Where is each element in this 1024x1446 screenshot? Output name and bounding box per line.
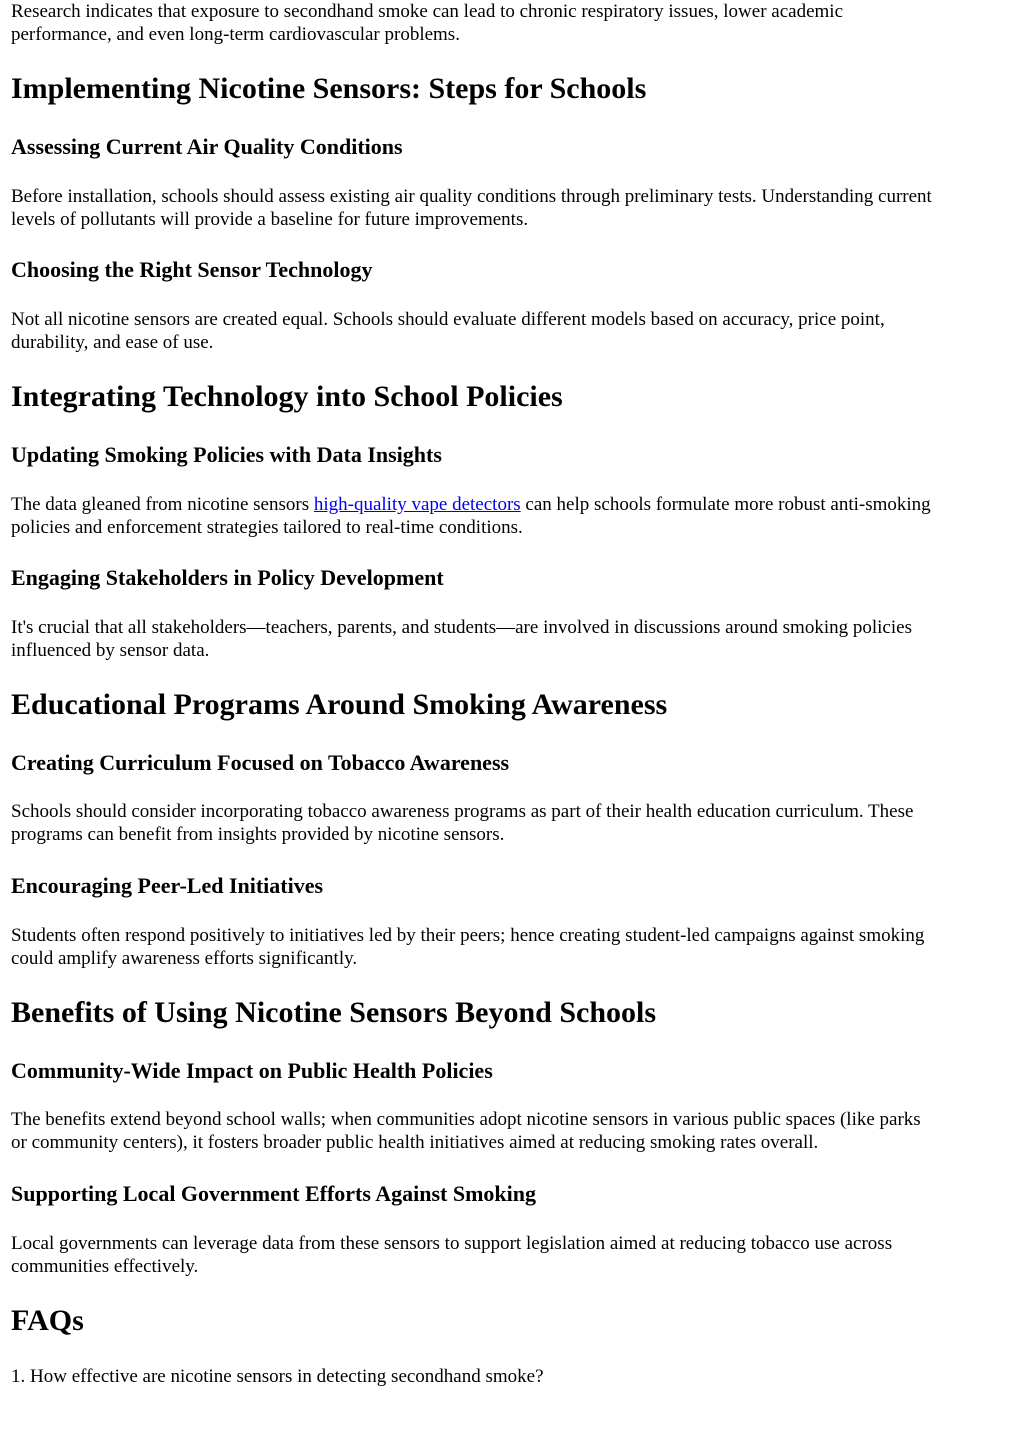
paragraph-text: The data gleaned from nicotine sensors <box>11 494 314 515</box>
paragraph-line: or community centers), it fosters broader public health initiatives aimed at reducing smoking rates overall. <box>11 1132 819 1153</box>
paragraph-creating-curriculum <box>11 800 913 846</box>
section-heading-educational: Educational Programs Around Smoking Awareness <box>11 688 668 721</box>
subheading-community-impact: Community-Wide Impact on Public Health Policies <box>11 1058 493 1083</box>
subheading-assessing-air-quality: Assessing Current Air Quality Conditions <box>11 134 403 159</box>
paragraph-line: Not all nicotine sensors are created equal. Schools should evaluate different models based on accuracy, price point, <box>11 309 885 330</box>
paragraph-choosing-sensor <box>11 308 885 354</box>
paragraph-line: Schools should consider incorporating tobacco awareness programs as part of their health education curriculum. These <box>11 801 914 822</box>
intro-paragraph <box>11 0 843 46</box>
paragraph-line: could amplify awareness efforts significantly. <box>11 948 358 969</box>
subheading-peer-led: Encouraging Peer-Led Initiatives <box>11 873 324 898</box>
subheading-engaging-stakeholders: Engaging Stakeholders in Policy Development <box>11 565 444 590</box>
paragraph-line: levels of pollutants will provide a baseline for future improvements. <box>11 209 529 230</box>
paragraph-line: influenced by sensor data. <box>11 640 210 661</box>
faq-question-1: 1. How effective are nicotine sensors in detecting secondhand smoke? <box>11 1366 544 1387</box>
section-heading-integrating: Integrating Technology into School Policies <box>11 380 563 413</box>
section-heading-implementing: Implementing Nicotine Sensors: Steps for Schools <box>11 72 647 105</box>
paragraph-line: programs can benefit from insights provided by nicotine sensors. <box>11 824 505 845</box>
intro-line-1: Research indicates that exposure to secondhand smoke can lead to chronic respiratory issues, lower academic <box>11 1 844 22</box>
paragraph-peer-led <box>11 924 924 970</box>
paragraph-community-impact <box>11 1108 921 1154</box>
paragraph-engaging-stakeholders <box>11 616 912 662</box>
paragraph-local-government <box>11 1232 892 1278</box>
section-heading-benefits: Benefits of Using Nicotine Sensors Beyond Schools <box>11 996 657 1029</box>
paragraph-line: Local governments can leverage data from these sensors to support legislation aimed at reducing tobacco use across <box>11 1233 893 1254</box>
section-heading-faqs: FAQs <box>11 1304 84 1337</box>
intro-line-2: performance, and even long-term cardiovascular problems. <box>11 24 460 45</box>
paragraph-line: Students often respond positively to initiatives led by their peers; hence creating student-led campaigns against smoking <box>11 925 925 946</box>
paragraph-assessing-air-quality <box>11 185 932 231</box>
paragraph-line: policies and enforcement strategies tailored to real-time conditions. <box>11 517 523 538</box>
paragraph-line: Before installation, schools should assess existing air quality conditions through preliminary tests. Understanding current <box>11 186 932 207</box>
subheading-updating-policies: Updating Smoking Policies with Data Insights <box>11 442 442 467</box>
subheading-creating-curriculum: Creating Curriculum Focused on Tobacco Awareness <box>11 750 510 775</box>
paragraph-line: durability, and ease of use. <box>11 332 214 353</box>
paragraph-line: The benefits extend beyond school walls; when communities adopt nicotine sensors in various public spaces (like parks <box>11 1109 921 1130</box>
paragraph-text: can help schools formulate more robust anti-smoking <box>520 494 931 515</box>
subheading-local-government: Supporting Local Government Efforts Against Smoking <box>11 1181 536 1206</box>
vape-detectors-link[interactable]: high-quality vape detectors <box>313 494 521 515</box>
paragraph-line: communities effectively. <box>11 1256 199 1277</box>
paragraph-line: It's crucial that all stakeholders—teachers, parents, and students—are involved in discussions around smoking policies <box>11 617 912 638</box>
subheading-choosing-sensor: Choosing the Right Sensor Technology <box>11 257 373 282</box>
paragraph-updating-policies <box>11 493 931 539</box>
